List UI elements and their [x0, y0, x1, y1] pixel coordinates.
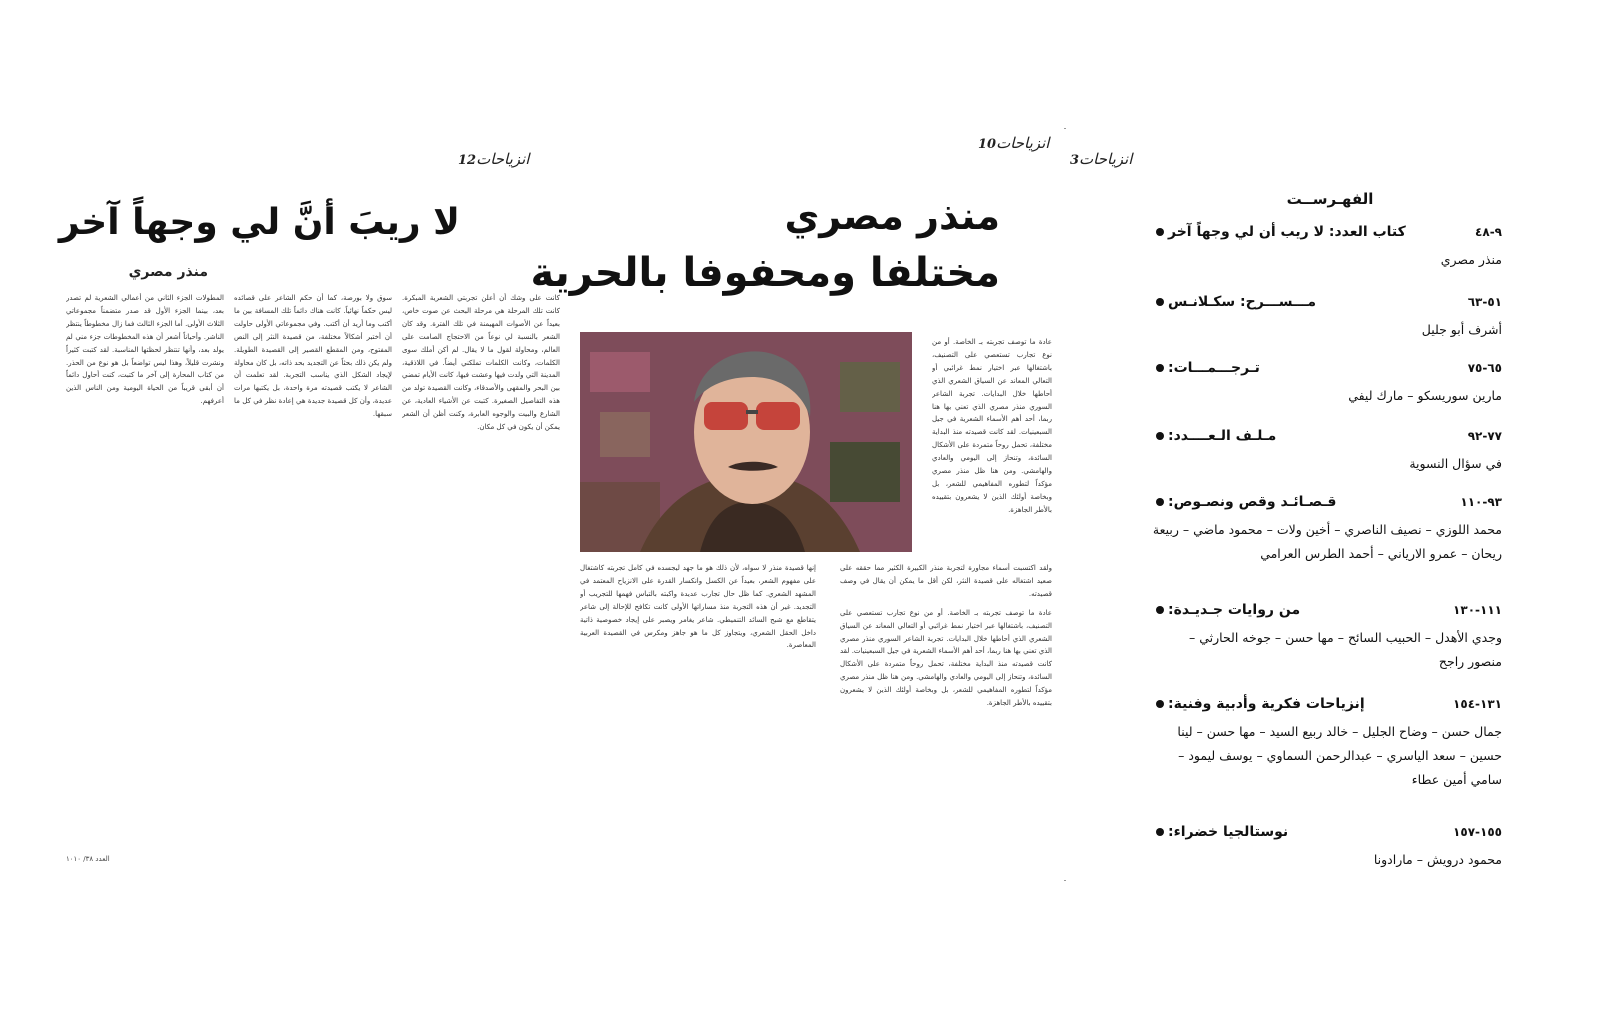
- masthead-logo: انزياحات: [1079, 150, 1133, 168]
- body-text: عادة ما توصف تجربته بـ الخاصة. أو من نوع تجارب تستعصي على التصنيف، باشتغالها عبر اختيار نمط غرائبي أو التعالي المعاند عن السياق الشعري الذي أحاطها خلال البدايات. تجربة الشاعر السوري منذر مصري الذي تعني بها هنا ربما، أحد أهم الأسماء الشعرية في جيل السبعينيات. لقد كانت قصيدته منذ البداية مختلفة، تحمل روحاً متمردة على الأشكال السائدة، وتنحاز إلى اليومي والعادي والهامشي. ومن هنا ظل منذر مصري مؤكداً لتطوره المفاهيمي للشعر، بل وبخاصة أولئك الذين لا يشعرون بتقييده بالأطر الجاهزة.: [840, 608, 1052, 708]
- body-column-left: [580, 562, 816, 862]
- masthead: [1068, 150, 1132, 168]
- body-text: ولقد اكتسبت أسماء مجاورة لتجربة منذر الكبيرة الكثير مما حققه على صعيد اشتغاله على قصيدة النثر، لكن أقل ما يمكن أن يقال في وصف قصيدته.: [840, 564, 1052, 598]
- toc-entry: [1152, 294, 1502, 342]
- masthead-logo: انزياحات: [996, 134, 1050, 152]
- toc-entry-pages: ١٣١-١٥٤: [1453, 697, 1502, 711]
- title-line-1: منذر مصري: [784, 194, 1000, 238]
- bullet-icon: [1156, 432, 1164, 440]
- toc-entry-pages: ٦٥-٧٥: [1467, 361, 1502, 375]
- toc-entry: [1152, 360, 1502, 408]
- bullet-icon: [1156, 228, 1164, 236]
- toc-entry: [1152, 494, 1502, 566]
- bullet-icon: [1156, 828, 1164, 836]
- toc-entry-pages: ٧٧-٩٢: [1467, 429, 1502, 443]
- portrait-photo: [580, 332, 912, 552]
- toc-entry-title: مـلـف الـعــــدد:: [1168, 428, 1277, 444]
- left-page: [18, 98, 570, 910]
- masthead: [976, 134, 1049, 152]
- toc-entry: [1152, 224, 1502, 272]
- toc-entry-authors: منذر مصري: [1440, 252, 1502, 267]
- body-text: سوق ولا بورصة، كما أن حكم الشاعر على قصائده ليس حكماً نهائياً. كانت هناك دائماً تلك المسافة بين ما أكتب وما أريد أن أكتب. وفي مجموعاتي الأولى حاولت أن أختبر أشكالاً مختلفة، من قصيدة النثر إلى النص المفتوح، ومن المقطع القصير إلى القصيدة الطويلة. ولم يكن ذلك بحثاً عن التجديد بحد ذاته، بل كان محاولة لإيجاد الشكل الذي يناسب التجربة. لقد تعلمت أن الشاعر لا يكتب قصيدته مرة واحدة، بل يكتبها مرات عديدة، وأن كل قصيدة جديدة هي إعادة نظر في كل ما سبقها.: [234, 294, 392, 419]
- body-column-1: [402, 292, 560, 852]
- portrait-illustration: [580, 332, 912, 552]
- toc-entry-authors: أشرف أبو جليل: [1421, 322, 1502, 337]
- bullet-icon: [1156, 364, 1164, 372]
- toc-entry: [1152, 824, 1502, 872]
- toc-entry: [1152, 602, 1502, 674]
- middle-page: [530, 98, 1064, 910]
- toc-entry: [1152, 428, 1502, 476]
- toc-entry: [1152, 696, 1502, 792]
- body-column-right: [840, 562, 1052, 862]
- issue-date: العدد ٣٨/ ١٠١٠: [66, 855, 110, 863]
- toc-entry-authors: وجدي الأهدل – الحبيب السائح – مها حسن – جوخه الحارثي – منصور راجح: [1189, 630, 1502, 669]
- title-line-2: مختلفا ومحفوفا بالحرية: [530, 250, 1000, 296]
- toc-entry-pages: ١١١-١٣٠: [1453, 603, 1502, 617]
- body-text: إنها قصيدة منذر لا سواه، لأن ذلك هو ما جهد ليجسده في كامل تجربته كاشتغال على مفهوم الشعر، بعيداً عن الكسل وانكسار القدرة على الانزياح المعتمد في المشهد الشعري. كما ظل حال تجارب عديدة واكبته بالتباس فهمها للتجريب أو التجديد. غير أن هذه التجربة منذ مساراتها الأولى كانت تكافح للإحالة إلى شاعر يتقاطع مع شبح السائد التنميطي. شاعر يغامر ويصبر على إيجاد خصوصية ذاتية داخل الحقل الشعري، ويتجاوز كل ما هو جاهز ومكرس في القصيدة العربية المعاصرة.: [580, 564, 816, 650]
- right-page: [1070, 98, 1585, 910]
- body-text: عادة ما توصف تجربته بـ الخاصة. أو من نوع تجارب تستعصي على التصنيف، باشتغالها عبر اختيار نمط غرائبي أو التعالي المعاند عن السياق الشعري الذي أحاطها خلال البدايات. تجربة الشاعر السوري منذر مصري الذي تعني بها هنا ربما، أحد أهم الأسماء الشعرية في جيل السبعينيات. لقد كانت قصيدته منذ البداية مختلفة، تحمل روحاً متمردة على الأشكال السائدة، وتنحاز إلى اليومي والعادي والهامشي. ومن هنا ظل منذر مصري مؤكداً لتطوره المفاهيمي للشعر، بل وبخاصة أولئك الذين لا يشعرون بتقييده بالأطر الجاهزة.: [932, 338, 1052, 514]
- toc-entry-title: إنزياحات فكرية وأدبية وفنية:: [1168, 696, 1365, 712]
- toc-entry-title: تـرجـــمـــات:: [1168, 360, 1260, 376]
- intro-column-right: [932, 336, 1052, 558]
- toc-title: الفهـرســت: [1286, 190, 1374, 208]
- toc-entry-title: مـــســـرح: سكـلانـس: [1168, 294, 1317, 310]
- page-number: 12: [458, 153, 477, 168]
- article-byline: منذر مصري: [128, 264, 208, 280]
- toc-entry-authors: في سؤال النسوية: [1409, 456, 1502, 471]
- toc-entry-authors: محمد اللوزي – نصيف الناصري – أخين ولات – محمود ماضي – ربيعة ريحان – عمرو الارياني – أحمد الطرس العرامي: [1152, 522, 1502, 561]
- toc-entry-title: كتاب العدد: لا ريب أن لي وجهاً آخر: [1168, 224, 1406, 240]
- toc-entry-pages: ٥١-٦٣: [1467, 295, 1502, 309]
- body-column-2: [234, 292, 392, 852]
- page-number: 10: [978, 137, 997, 152]
- toc-entry-pages: ١٥٥-١٥٧: [1453, 825, 1502, 839]
- bullet-icon: [1156, 700, 1164, 708]
- toc-entry-authors: محمود درويش – مارادونا: [1373, 852, 1502, 867]
- body-text: كانت على وشك أن أعلن تجربتي الشعرية المبكرة. كانت تلك المرحلة هي مرحلة البحث عن صوت خاص، بعيداً عن الأصوات المهيمنة في تلك الفترة. وقد كان الشعر بالنسبة لي نوعاً من الاحتجاج الصامت على العالم، ومحاولة لقول ما لا يقال. لم أكن أملك سوى الكلمات، وكانت الكلمات تملكني أيضاً. في اللاذقية، المدينة التي ولدت فيها وعشت فيها، كانت الأيام تمضي بين البحر والمقهى والأصدقاء، وكانت القصيدة تولد من هذه التفاصيل الصغيرة. كتبت عن الأشياء العادية، عن الشارع والبيت والوجوه العابرة، وكنت أظن أن الشعر يمكن أن يكون في كل مكان.: [402, 294, 560, 432]
- article-headline: لا ريبَ أنَّ لي وجهاً آخر: [58, 202, 460, 243]
- toc-entry-authors: جمال حسن – وضاح الجليل – خالد ربيع السيد – مها حسن – لينا حسين – سعد الياسري – عبدالرحمن السماوي – يوسف ليمود – سامي أمين عطاء: [1177, 724, 1502, 787]
- toc-entry-title: نوستالجيا خضراء:: [1168, 824, 1289, 840]
- bullet-icon: [1156, 298, 1164, 306]
- body-column-3: [66, 292, 224, 852]
- toc-entry-title: قـصـائـد وقص ونصـوص:: [1168, 494, 1337, 510]
- body-text: المطولات الجزء الثاني من أعمالي الشعرية لم تصدر بعد، بينما الجزء الأول قد صدر متضمناً مجموعاتي الثلاث الأولى. أما الجزء الثالث فما زال مخطوطاً ينتظر الناشر. وأحياناً أشعر أن هذه المخطوطات جزء مني لم يولد بعد، وأنها تنتظر لحظتها المناسبة. لقد كتبت كثيراً ونشرت قليلاً، وهذا ليس تواضعاً بل هو نوع من الحذر. من كتاب المحارة إلى آخر ما كتبت، كنت أحاول دائماً أن أبقى قريباً من الحياة اليومية ومن الناس الذين أعرفهم.: [66, 294, 224, 406]
- toc-entry-title: من روايات جـديـدة:: [1168, 602, 1301, 618]
- masthead: [456, 150, 529, 168]
- toc-entry-authors: مارين سوريسكو – مارك ليفي: [1348, 388, 1502, 403]
- toc-entry-pages: ٩-٤٨: [1475, 225, 1502, 239]
- toc-entry-pages: ٩٣-١١٠: [1460, 495, 1502, 509]
- bullet-icon: [1156, 606, 1164, 614]
- page-number: 3: [1070, 153, 1080, 168]
- bullet-icon: [1156, 498, 1164, 506]
- masthead-logo: انزياحات: [476, 150, 530, 168]
